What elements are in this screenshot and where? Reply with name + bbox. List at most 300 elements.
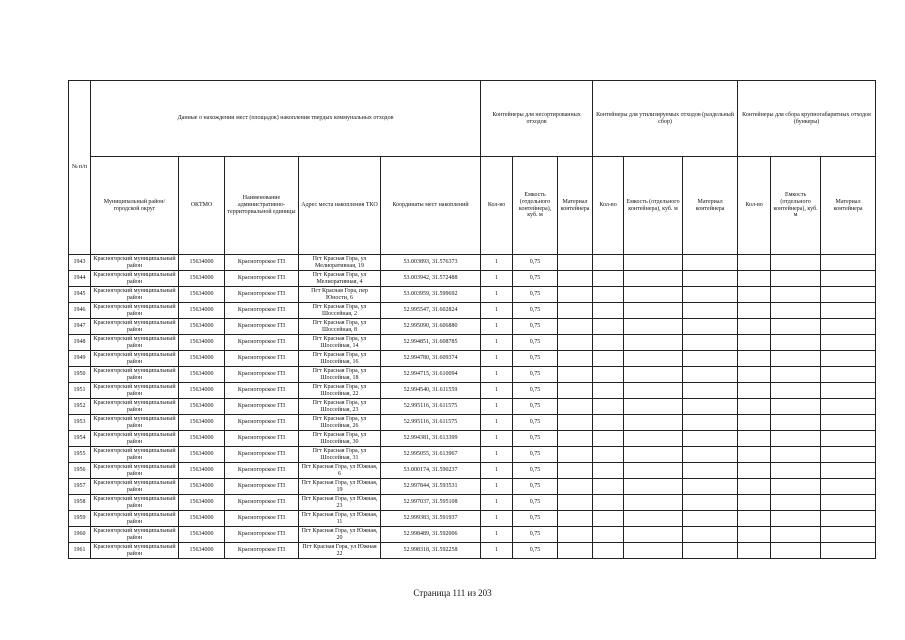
- empty-cell: [738, 479, 771, 495]
- table-row: [69, 255, 876, 271]
- count-cell: 1: [481, 335, 513, 351]
- count-cell: 1: [481, 431, 513, 447]
- coords-cell: 52.997844, 31.593531: [381, 479, 481, 495]
- count-cell: 1: [481, 479, 513, 495]
- empty-cell: [683, 319, 738, 335]
- capacity-cell: 0,75: [513, 303, 558, 319]
- municipal-cell: Красногорский муниципальный район: [91, 511, 179, 527]
- oktmo-cell: 15634000: [179, 447, 225, 463]
- empty-cell: [738, 351, 771, 367]
- address-cell: Пгт Красная Гора, ул Мелиоративная, 4: [299, 271, 381, 287]
- count-cell: 1: [481, 495, 513, 511]
- empty-cell: [593, 383, 624, 399]
- empty-cell: [738, 463, 771, 479]
- empty-cell: [683, 527, 738, 543]
- col-num-header: № п/п: [69, 81, 91, 255]
- empty-cell: [738, 367, 771, 383]
- table-row: [69, 351, 876, 367]
- empty-cell: [558, 527, 593, 543]
- oktmo-cell: 15634000: [179, 399, 225, 415]
- capacity-cell: 0,75: [513, 479, 558, 495]
- territory-cell: Красногорское ГП: [225, 399, 299, 415]
- row-number: 1956: [69, 463, 91, 479]
- unsorted-count-header: Кол-во: [481, 157, 513, 255]
- empty-cell: [738, 399, 771, 415]
- empty-cell: [683, 335, 738, 351]
- empty-cell: [683, 479, 738, 495]
- territory-cell: Красногорское ГП: [225, 463, 299, 479]
- address-cell: Пгт Красная Гора, ул Шоссейная, 18: [299, 367, 381, 383]
- empty-cell: [593, 463, 624, 479]
- empty-cell: [624, 271, 683, 287]
- empty-cell: [558, 335, 593, 351]
- empty-cell: [593, 527, 624, 543]
- empty-cell: [624, 319, 683, 335]
- territory-cell: Красногорское ГП: [225, 335, 299, 351]
- empty-cell: [624, 447, 683, 463]
- coords-cell: 52.994715, 31.610094: [381, 367, 481, 383]
- empty-cell: [558, 255, 593, 271]
- address-cell: Пгт Красная Гора, ул Шоссейная, 31: [299, 447, 381, 463]
- table-row: [69, 271, 876, 287]
- oktmo-cell: 15634000: [179, 367, 225, 383]
- empty-cell: [558, 287, 593, 303]
- empty-cell: [738, 271, 771, 287]
- coords-cell: 52.998489, 31.592006: [381, 527, 481, 543]
- row-number: 1954: [69, 431, 91, 447]
- capacity-cell: 0,75: [513, 447, 558, 463]
- table-row: [69, 319, 876, 335]
- empty-cell: [771, 303, 821, 319]
- territory-cell: Красногорское ГП: [225, 303, 299, 319]
- empty-cell: [821, 527, 876, 543]
- bulky-material-header: Материал контейнера: [821, 157, 876, 255]
- empty-cell: [821, 479, 876, 495]
- row-number: 1947: [69, 319, 91, 335]
- table-row: [69, 447, 876, 463]
- empty-cell: [683, 255, 738, 271]
- address-cell: Пгт Красная Гора, ул Шоссейная, 8: [299, 319, 381, 335]
- coords-cell: 52.994851, 31.608785: [381, 335, 481, 351]
- empty-cell: [821, 255, 876, 271]
- empty-cell: [771, 319, 821, 335]
- row-number: 1961: [69, 543, 91, 559]
- empty-cell: [821, 463, 876, 479]
- empty-cell: [593, 447, 624, 463]
- row-number: 1955: [69, 447, 91, 463]
- empty-cell: [683, 271, 738, 287]
- empty-cell: [593, 495, 624, 511]
- count-cell: 1: [481, 527, 513, 543]
- empty-cell: [624, 543, 683, 559]
- territory-cell: Красногорское ГП: [225, 351, 299, 367]
- empty-cell: [558, 431, 593, 447]
- territory-cell: Красногорское ГП: [225, 447, 299, 463]
- address-cell: Пгт Красная Гора, ул Шоссейная, 26: [299, 415, 381, 431]
- territory-cell: Красногорское ГП: [225, 415, 299, 431]
- coords-cell: 53.003959, 31.599692: [381, 287, 481, 303]
- empty-cell: [738, 495, 771, 511]
- empty-cell: [683, 351, 738, 367]
- empty-cell: [593, 255, 624, 271]
- municipal-header: Муниципальный район/городской округ: [91, 157, 179, 255]
- empty-cell: [558, 399, 593, 415]
- municipal-cell: Красногорский муниципальный район: [91, 287, 179, 303]
- table-row: [69, 511, 876, 527]
- territory-cell: Красногорское ГП: [225, 527, 299, 543]
- oktmo-cell: 15634000: [179, 543, 225, 559]
- address-cell: Пгт Красная Гора, ул Шоссейная, 23: [299, 399, 381, 415]
- oktmo-cell: 15634000: [179, 479, 225, 495]
- empty-cell: [624, 415, 683, 431]
- address-cell: Пгт Красная Гора, ул Южная, 6: [299, 463, 381, 479]
- territory-cell: Красногорское ГП: [225, 271, 299, 287]
- row-number: 1953: [69, 415, 91, 431]
- empty-cell: [624, 303, 683, 319]
- empty-cell: [624, 463, 683, 479]
- empty-cell: [593, 367, 624, 383]
- empty-cell: [593, 351, 624, 367]
- oktmo-cell: 15634000: [179, 383, 225, 399]
- oktmo-cell: 15634000: [179, 335, 225, 351]
- coords-cell: 52.995090, 31.606880: [381, 319, 481, 335]
- capacity-cell: 0,75: [513, 511, 558, 527]
- oktmo-cell: 15634000: [179, 511, 225, 527]
- coords-cell: 52.995547, 31.602824: [381, 303, 481, 319]
- capacity-cell: 0,75: [513, 335, 558, 351]
- territory-header: Наименование административно-территориальной единицы: [225, 157, 299, 255]
- empty-cell: [771, 287, 821, 303]
- capacity-cell: 0,75: [513, 463, 558, 479]
- empty-cell: [558, 543, 593, 559]
- oktmo-cell: 15634000: [179, 255, 225, 271]
- count-cell: 1: [481, 351, 513, 367]
- address-cell: Пгт Красная Гора, ул Шоссейная, 30: [299, 431, 381, 447]
- empty-cell: [771, 431, 821, 447]
- empty-cell: [821, 431, 876, 447]
- empty-cell: [683, 383, 738, 399]
- row-number: 1943: [69, 255, 91, 271]
- empty-cell: [558, 415, 593, 431]
- municipal-cell: Красногорский муниципальный район: [91, 351, 179, 367]
- empty-cell: [593, 287, 624, 303]
- municipal-cell: Красногорский муниципальный район: [91, 447, 179, 463]
- oktmo-cell: 15634000: [179, 351, 225, 367]
- empty-cell: [738, 335, 771, 351]
- empty-cell: [821, 543, 876, 559]
- empty-cell: [738, 511, 771, 527]
- group-location-header: Данные о нахождении мест (площадок) накопления твердых коммунальных отходов: [91, 81, 481, 157]
- empty-cell: [683, 303, 738, 319]
- table-row: [69, 527, 876, 543]
- capacity-cell: 0,75: [513, 367, 558, 383]
- row-number: 1958: [69, 495, 91, 511]
- count-cell: 1: [481, 255, 513, 271]
- unsorted-capacity-header: Емкость (отдельного контейнера), куб. м: [513, 157, 558, 255]
- empty-cell: [821, 495, 876, 511]
- count-cell: 1: [481, 447, 513, 463]
- empty-cell: [558, 383, 593, 399]
- count-cell: 1: [481, 415, 513, 431]
- empty-cell: [593, 479, 624, 495]
- empty-cell: [593, 415, 624, 431]
- municipal-cell: Красногорский муниципальный район: [91, 303, 179, 319]
- empty-cell: [771, 271, 821, 287]
- territory-cell: Красногорское ГП: [225, 543, 299, 559]
- empty-cell: [624, 399, 683, 415]
- oktmo-cell: 15634000: [179, 415, 225, 431]
- territory-cell: Красногорское ГП: [225, 255, 299, 271]
- empty-cell: [738, 527, 771, 543]
- municipal-cell: Красногорский муниципальный район: [91, 367, 179, 383]
- empty-cell: [558, 463, 593, 479]
- empty-cell: [821, 271, 876, 287]
- row-number: 1957: [69, 479, 91, 495]
- empty-cell: [683, 495, 738, 511]
- table-row: [69, 287, 876, 303]
- municipal-cell: Красногорский муниципальный район: [91, 479, 179, 495]
- waste-sites-table: [68, 80, 876, 559]
- header-row-columns: [69, 157, 876, 255]
- empty-cell: [738, 255, 771, 271]
- table-row: [69, 399, 876, 415]
- bulky-count-header: Кол-во: [738, 157, 771, 255]
- empty-cell: [738, 415, 771, 431]
- empty-cell: [683, 287, 738, 303]
- coords-cell: 52.994780, 31.609374: [381, 351, 481, 367]
- capacity-cell: 0,75: [513, 319, 558, 335]
- coords-cell: 52.994540, 31.611559: [381, 383, 481, 399]
- empty-cell: [624, 431, 683, 447]
- territory-cell: Красногорское ГП: [225, 287, 299, 303]
- empty-cell: [683, 415, 738, 431]
- coords-cell: 52.995116, 31.611575: [381, 415, 481, 431]
- address-cell: Пгт Красная Гора, ул Южная, 20: [299, 527, 381, 543]
- municipal-cell: Красногорский муниципальный район: [91, 399, 179, 415]
- capacity-cell: 0,75: [513, 271, 558, 287]
- table-row: [69, 431, 876, 447]
- count-cell: 1: [481, 271, 513, 287]
- oktmo-cell: 15634000: [179, 287, 225, 303]
- address-cell: Пгт Красная Гора, ул Шоссейная, 22: [299, 383, 381, 399]
- page-number: Страница 111 из 203: [413, 588, 492, 598]
- empty-cell: [558, 351, 593, 367]
- count-cell: 1: [481, 287, 513, 303]
- coords-header: Координаты мест накоплений: [381, 157, 481, 255]
- table-row: [69, 367, 876, 383]
- empty-cell: [821, 399, 876, 415]
- row-number: 1945: [69, 287, 91, 303]
- empty-cell: [624, 527, 683, 543]
- municipal-cell: Красногорский муниципальный район: [91, 415, 179, 431]
- empty-cell: [738, 319, 771, 335]
- count-cell: 1: [481, 319, 513, 335]
- empty-cell: [771, 335, 821, 351]
- empty-cell: [738, 303, 771, 319]
- capacity-cell: 0,75: [513, 495, 558, 511]
- empty-cell: [738, 431, 771, 447]
- empty-cell: [558, 367, 593, 383]
- address-cell: Пгт Красная Гора, ул Южная, 19: [299, 479, 381, 495]
- address-header: Адрес места накопления ТКО: [299, 157, 381, 255]
- empty-cell: [593, 399, 624, 415]
- empty-cell: [683, 543, 738, 559]
- coords-cell: 52.998318, 31.592258: [381, 543, 481, 559]
- empty-cell: [771, 527, 821, 543]
- table-row: [69, 303, 876, 319]
- capacity-cell: 0,75: [513, 255, 558, 271]
- empty-cell: [593, 543, 624, 559]
- oktmo-cell: 15634000: [179, 319, 225, 335]
- empty-cell: [558, 447, 593, 463]
- municipal-cell: Красногорский муниципальный район: [91, 431, 179, 447]
- empty-cell: [624, 287, 683, 303]
- empty-cell: [821, 287, 876, 303]
- address-cell: Пгт Красная Гора, ул Шоссейная, 16: [299, 351, 381, 367]
- territory-cell: Красногорское ГП: [225, 495, 299, 511]
- empty-cell: [821, 351, 876, 367]
- oktmo-cell: 15634000: [179, 495, 225, 511]
- territory-cell: Красногорское ГП: [225, 383, 299, 399]
- oktmo-header: ОКТМО: [179, 157, 225, 255]
- coords-cell: 53.003942, 31.572488: [381, 271, 481, 287]
- municipal-cell: Красногорский муниципальный район: [91, 271, 179, 287]
- group-unsorted-header: Контейнеры для несортированных отходов: [481, 81, 593, 157]
- empty-cell: [683, 399, 738, 415]
- territory-cell: Красногорское ГП: [225, 367, 299, 383]
- empty-cell: [821, 367, 876, 383]
- oktmo-cell: 15634000: [179, 303, 225, 319]
- table-row: [69, 543, 876, 559]
- capacity-cell: 0,75: [513, 399, 558, 415]
- address-cell: Пгт Красная Гора, пер Юности, 6: [299, 287, 381, 303]
- address-cell: Пгт Красная Гора, ул Мелиоративная, 19: [299, 255, 381, 271]
- empty-cell: [593, 511, 624, 527]
- oktmo-cell: 15634000: [179, 431, 225, 447]
- empty-cell: [771, 399, 821, 415]
- row-number: 1950: [69, 367, 91, 383]
- empty-cell: [683, 447, 738, 463]
- empty-cell: [683, 431, 738, 447]
- coords-cell: 52.994381, 31.613399: [381, 431, 481, 447]
- territory-cell: Красногорское ГП: [225, 511, 299, 527]
- empty-cell: [771, 511, 821, 527]
- empty-cell: [593, 271, 624, 287]
- row-number: 1951: [69, 383, 91, 399]
- empty-cell: [821, 335, 876, 351]
- address-cell: Пгт Красная Гора, ул Южная, 23: [299, 495, 381, 511]
- address-cell: Пгт Красная Гора, ул Южная, 11: [299, 511, 381, 527]
- empty-cell: [683, 463, 738, 479]
- count-cell: 1: [481, 511, 513, 527]
- coords-cell: 53.003893, 31.576373: [381, 255, 481, 271]
- capacity-cell: 0,75: [513, 287, 558, 303]
- empty-cell: [558, 495, 593, 511]
- capacity-cell: 0,75: [513, 415, 558, 431]
- unsorted-material-header: Материал контейнера: [558, 157, 593, 255]
- territory-cell: Красногорское ГП: [225, 479, 299, 495]
- row-number: 1948: [69, 335, 91, 351]
- empty-cell: [771, 367, 821, 383]
- separate-capacity-header: Емкость (отдельного контейнера), куб. м: [624, 157, 683, 255]
- empty-cell: [821, 511, 876, 527]
- empty-cell: [683, 367, 738, 383]
- empty-cell: [593, 319, 624, 335]
- table-row: [69, 383, 876, 399]
- empty-cell: [683, 511, 738, 527]
- empty-cell: [593, 335, 624, 351]
- coords-cell: 52.995055, 31.613967: [381, 447, 481, 463]
- address-cell: Пгт Красная Гора, ул Шоссейная, 2: [299, 303, 381, 319]
- oktmo-cell: 15634000: [179, 527, 225, 543]
- coords-cell: 52.999383, 31.591937: [381, 511, 481, 527]
- capacity-cell: 0,75: [513, 543, 558, 559]
- empty-cell: [593, 303, 624, 319]
- row-number: 1944: [69, 271, 91, 287]
- count-cell: 1: [481, 367, 513, 383]
- empty-cell: [738, 287, 771, 303]
- header-row-groups: [69, 81, 876, 157]
- territory-cell: Красногорское ГП: [225, 319, 299, 335]
- empty-cell: [558, 511, 593, 527]
- group-bulky-header: Контейнеры для сбора крупногабаритных отходов (бункеры): [738, 81, 876, 157]
- empty-cell: [771, 543, 821, 559]
- municipal-cell: Красногорский муниципальный район: [91, 383, 179, 399]
- empty-cell: [624, 511, 683, 527]
- count-cell: 1: [481, 383, 513, 399]
- empty-cell: [624, 383, 683, 399]
- address-cell: Пгт Красная Гора, ул Южная 22: [299, 543, 381, 559]
- empty-cell: [821, 383, 876, 399]
- empty-cell: [558, 303, 593, 319]
- empty-cell: [624, 351, 683, 367]
- empty-cell: [771, 383, 821, 399]
- capacity-cell: 0,75: [513, 383, 558, 399]
- capacity-cell: 0,75: [513, 527, 558, 543]
- municipal-cell: Красногорский муниципальный район: [91, 527, 179, 543]
- count-cell: 1: [481, 463, 513, 479]
- empty-cell: [624, 367, 683, 383]
- empty-cell: [624, 255, 683, 271]
- capacity-cell: 0,75: [513, 351, 558, 367]
- capacity-cell: 0,75: [513, 431, 558, 447]
- count-cell: 1: [481, 303, 513, 319]
- empty-cell: [558, 271, 593, 287]
- empty-cell: [771, 495, 821, 511]
- empty-cell: [558, 479, 593, 495]
- municipal-cell: Красногорский муниципальный район: [91, 463, 179, 479]
- table-row: [69, 415, 876, 431]
- empty-cell: [738, 543, 771, 559]
- oktmo-cell: 15634000: [179, 463, 225, 479]
- empty-cell: [593, 431, 624, 447]
- empty-cell: [624, 335, 683, 351]
- count-cell: 1: [481, 543, 513, 559]
- table-row: [69, 479, 876, 495]
- count-cell: 1: [481, 399, 513, 415]
- municipal-cell: Красногорский муниципальный район: [91, 319, 179, 335]
- territory-cell: Красногорское ГП: [225, 431, 299, 447]
- address-cell: Пгт Красная Гора, ул Шоссейная, 14: [299, 335, 381, 351]
- empty-cell: [738, 383, 771, 399]
- separate-count-header: Кол-во: [593, 157, 624, 255]
- empty-cell: [771, 255, 821, 271]
- row-number: 1960: [69, 527, 91, 543]
- empty-cell: [771, 463, 821, 479]
- municipal-cell: Красногорский муниципальный район: [91, 335, 179, 351]
- municipal-cell: Красногорский муниципальный район: [91, 255, 179, 271]
- empty-cell: [624, 495, 683, 511]
